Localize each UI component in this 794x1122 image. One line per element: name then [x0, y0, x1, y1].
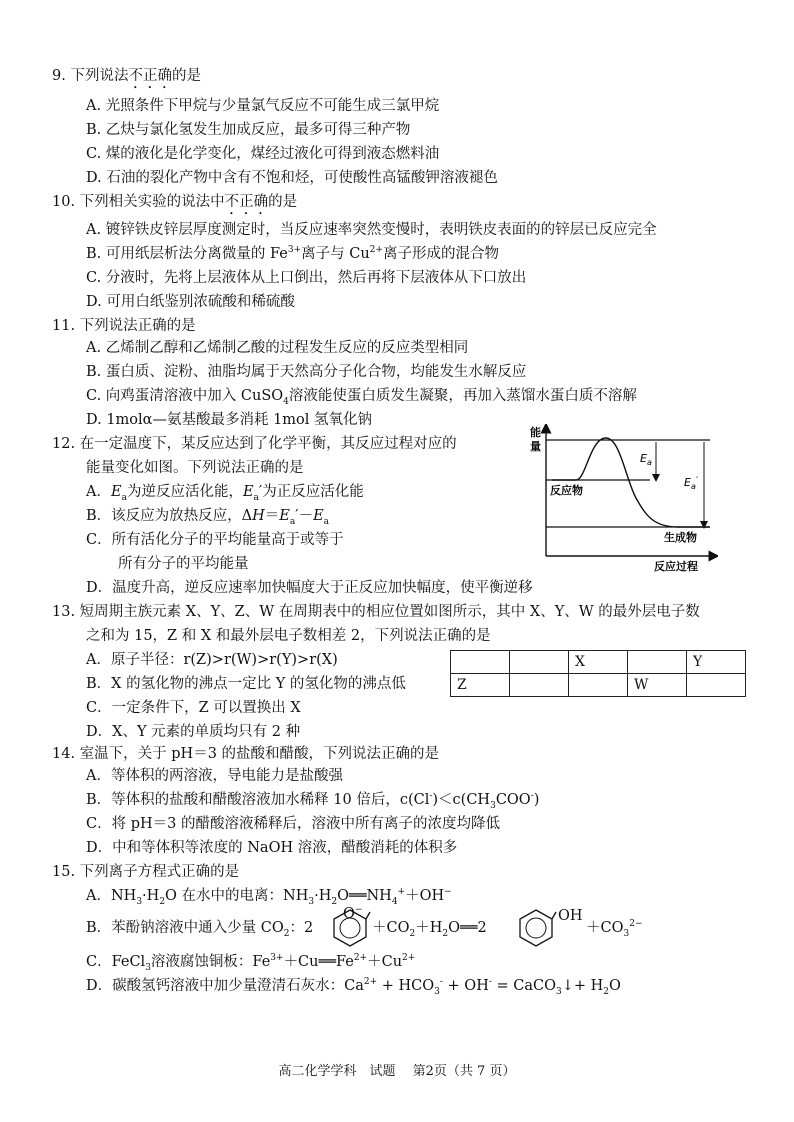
ea-prime-label: $E_a'$	[684, 476, 698, 491]
q9-option-b: B. 乙炔与氯化氢发生加成反应，最多可得三种产物	[86, 122, 411, 138]
q12-stem-line1: 12. 在一定温度下，某反应达到了化学平衡，其反应过程对应的	[52, 436, 457, 452]
q14-option-c: C．将 pH＝3 的醋酸溶液稀释后，溶液中所有离子的浓度均降低	[86, 816, 500, 832]
table-cell	[510, 674, 569, 697]
q14-option-b: B．等体积的盐酸和醋酸溶液加水稀释 10 倍后，$c(Cl^-)<c(CH_3COO^-)$	[86, 791, 540, 811]
table-cell	[510, 651, 569, 674]
q12-stem-line2: 能量变化如图。下列说法正确的是	[86, 460, 304, 476]
q9-option-a: A. 光照条件下甲烷与少量氯气反应不可能生成三氯甲烷	[86, 98, 440, 114]
q15-option-b-middle: $+CO_2+H_2O══2$	[372, 920, 487, 939]
table-cell	[451, 651, 510, 674]
page-footer: 高二化学学科 试题 第2页（共 7 页）	[278, 1064, 516, 1079]
q14-stem: 14. 室温下，关于 pH＝3 的盐酸和醋酸，下列说法正确的是	[52, 746, 440, 762]
table-cell: X	[569, 651, 628, 674]
q15-option-c: C．FeCl$_3$溶液腐蚀铜板：$Fe^{3+}+Cu══Fe^{2+}+Cu^{2+}$	[86, 953, 416, 973]
table-cell: Y	[687, 651, 746, 674]
q15-option-b-text: B．苯酚钠溶液中通入少量 $CO_2$：2	[86, 920, 314, 939]
q10-option-b: B. 可用纸层析法分离微量的 $Fe^{3+}$离子与 $Cu^{2+}$离子形成的混合物	[86, 245, 499, 262]
q14-option-d: D．中和等体积等浓度的 NaOH 溶液，醋酸消耗的体积多	[86, 840, 458, 856]
q14-option-a: A．等体积的两溶液，导电能力是盐酸强	[86, 768, 343, 784]
table-row	[451, 651, 746, 674]
q11-stem: 11. 下列说法正确的是	[52, 318, 196, 334]
q13-option-d: D．X、Y 元素的单质均只有 2 种	[86, 724, 301, 740]
q11-option-d: D. 1molα—氨基酸最多消耗 1mol 氢氧化钠	[86, 412, 373, 428]
q9-option-c: C. 煤的液化是化学变化，煤经过液化可得到液态燃料油	[86, 146, 440, 162]
q13-stem-line2: 之和为 15，Z 和 X 和最外层电子数相差 2，下列说法正确的是	[86, 628, 491, 644]
y-label-1: 能	[530, 426, 541, 439]
y-label-2: 量	[530, 440, 541, 453]
q10-option-d: D. 可用白纸鉴别浓硫酸和稀硫酸	[86, 294, 295, 310]
x-axis-label: 反应过程	[654, 560, 698, 572]
q15-option-b-phenoxide-o: O−	[343, 905, 363, 922]
q11-option-c: C. 向鸡蛋清溶液中加入 CuSO$_4$溶液能使蛋白质发生凝聚，再加入蒸馏水蛋白质不溶解	[86, 388, 637, 407]
q15-option-b-carbonate: $+CO_3^{2-}$	[586, 919, 643, 939]
q11-option-b: B. 蛋白质、淀粉、油脂均属于天然高分子化合物，均能发生水解反应	[86, 364, 527, 380]
energy-diagram	[528, 424, 718, 572]
q12-option-c-line2: 所有分子的平均能量	[118, 556, 249, 572]
q12-option-c-line1: C．所有活化分子的平均能量高于或等于	[86, 532, 344, 548]
ea-label: $E_a$	[640, 452, 652, 467]
q13-stem-line1: 13. 短周期主族元素 X、Y、Z、W 在周期表中的相应位置如图所示，其中 X、Y、W 的最外层电子数	[52, 604, 700, 620]
q9-option-d: D. 石油的裂化产物中含有不饱和烃，可使酸性高锰酸钾溶液褪色	[86, 170, 498, 186]
q11-option-a: A. 乙烯制乙醇和乙烯制乙酸的过程发生反应的反应类型相同	[86, 340, 469, 356]
q10-stem: 10. 下列相关实验的说法中不正确的是	[52, 194, 298, 210]
q12-option-a: A．$E_a$为逆反应活化能，$E_a'$为正反应活化能	[86, 484, 364, 503]
table-cell	[687, 674, 746, 697]
table-cell: W	[628, 674, 687, 697]
q12-option-b: B．该反应为放热反应，$\Delta H=E_a'-E_a$	[86, 508, 330, 527]
q10-option-c: C. 分液时，先将上层液体从上口倒出，然后再将下层液体从下口放出	[86, 270, 527, 286]
periodic-table-fragment	[450, 650, 746, 697]
q13-option-b: B．X 的氢化物的沸点一定比 Y 的氢化物的沸点低	[86, 676, 406, 692]
reactant-label: 反应物	[550, 484, 583, 497]
q9-stem: 9. 下列说法不正确的是	[52, 68, 201, 84]
q15-option-b-phenol-oh: OH	[558, 908, 583, 924]
benzene-ring-phenol-icon	[514, 906, 558, 950]
q15-option-d: D．碳酸氢钙溶液中加少量澄清石灰水：$Ca^{2+} + HCO_3^- + OH^-$ = CaCO$_3$↓+ $H_2O$	[86, 977, 621, 997]
table-cell	[628, 651, 687, 674]
table-cell: Z	[451, 674, 510, 697]
table-cell	[569, 674, 628, 697]
q15-stem: 15. 下列离子方程式正确的是	[52, 864, 240, 880]
q13-option-c: C．一定条件下，Z 可以置换出 X	[86, 700, 301, 716]
q10-option-a: A. 镀锌铁皮锌层厚度测定时，当反应速率突然变慢时，表明铁皮表面的的锌层已反应完全	[86, 222, 657, 238]
q15-option-a: A．$NH_3\cdot H_2O$ 在水中的电离：$NH_3\cdot H_2O══NH_4^++OH^-$	[86, 887, 452, 907]
q12-option-d: D．温度升高，逆反应速率加快幅度大于正反应加快幅度，使平衡逆移	[86, 580, 533, 596]
product-label: 生成物	[664, 531, 697, 544]
table-row	[451, 674, 746, 697]
q13-option-a: A．原子半径：r(Z)>r(W)>r(Y)>r(X)	[86, 652, 338, 668]
